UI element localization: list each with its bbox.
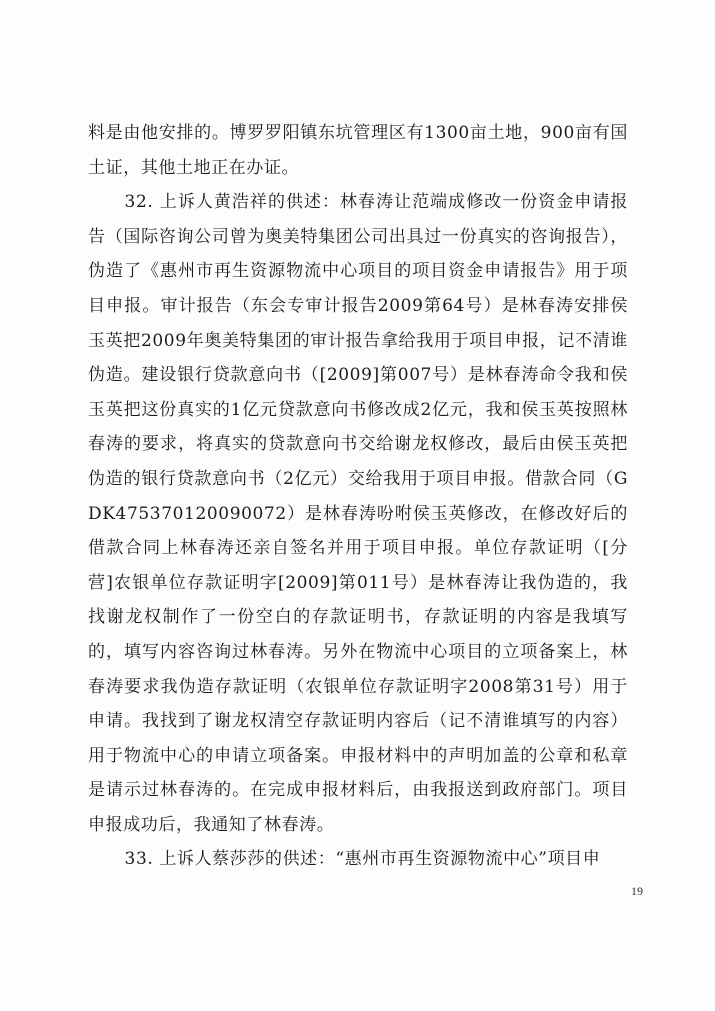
document-body bbox=[88, 116, 628, 877]
paragraph-32-huang-haoxiang-statement: 32. 上诉人黄浩祥的供述：林春涛让范端成修改一份资金申请报告（国际咨询公司曾为奥美特集团公司出具过一份真实的咨询报告），伪造了《惠州市再生资源物流中心项目的项目资金申请报告》用于项目申报。审计报告（东会专审计报告2009第64号）是林春涛安排侯玉英把2009年奥美特集团的审计报告拿给我用于项目申报，记不清谁伪造。建设银行贷款意向书（[2009]第007号）是林春涛命令我和侯玉英把这份真实的1亿元贷款意向书修改成2亿元，我和侯玉英按照林春涛的要求，将真实的贷款意向书交给谢龙权修改，最后由侯玉英把伪造的银行贷款意向书（2亿元）交给我用于项目申报。借款合同（GDK475370120090072）是林春涛吩咐侯玉英修改，在修改好后的借款合同上林春涛还亲自签名并用于项目申报。单位存款证明（[分营]农银单位存款证明字[2009]第011号）是林春涛让我伪造的，我找谢龙权制作了一份空白的存款证明书，存款证明的内容是我填写的，填写内容咨询过林春涛。另外在物流中心项目的立项备案上，林春涛要求我伪造存款证明（农银单位存款证明字2008第31号）用于申请。我找到了谢龙权清空存款证明内容后（记不清谁填写的内容）用于物流中心的申请立项备案。申报材料中的声明加盖的公章和私章是请示过林春涛的。在完成申报材料后，由我报送到政府部门。项目申报成功后，我通知了林春涛。 bbox=[88, 192, 628, 835]
paragraph-33-cai-shasha-statement: 33. 上诉人蔡莎莎的供述：“惠州市再生资源物流中心”项目申 bbox=[124, 849, 601, 870]
paragraph-continuation: 料是由他安排的。博罗罗阳镇东坑管理区有1300亩土地，900亩有国土证，其他土地正在办证。 bbox=[88, 123, 628, 178]
page-number: 19 bbox=[631, 884, 643, 898]
